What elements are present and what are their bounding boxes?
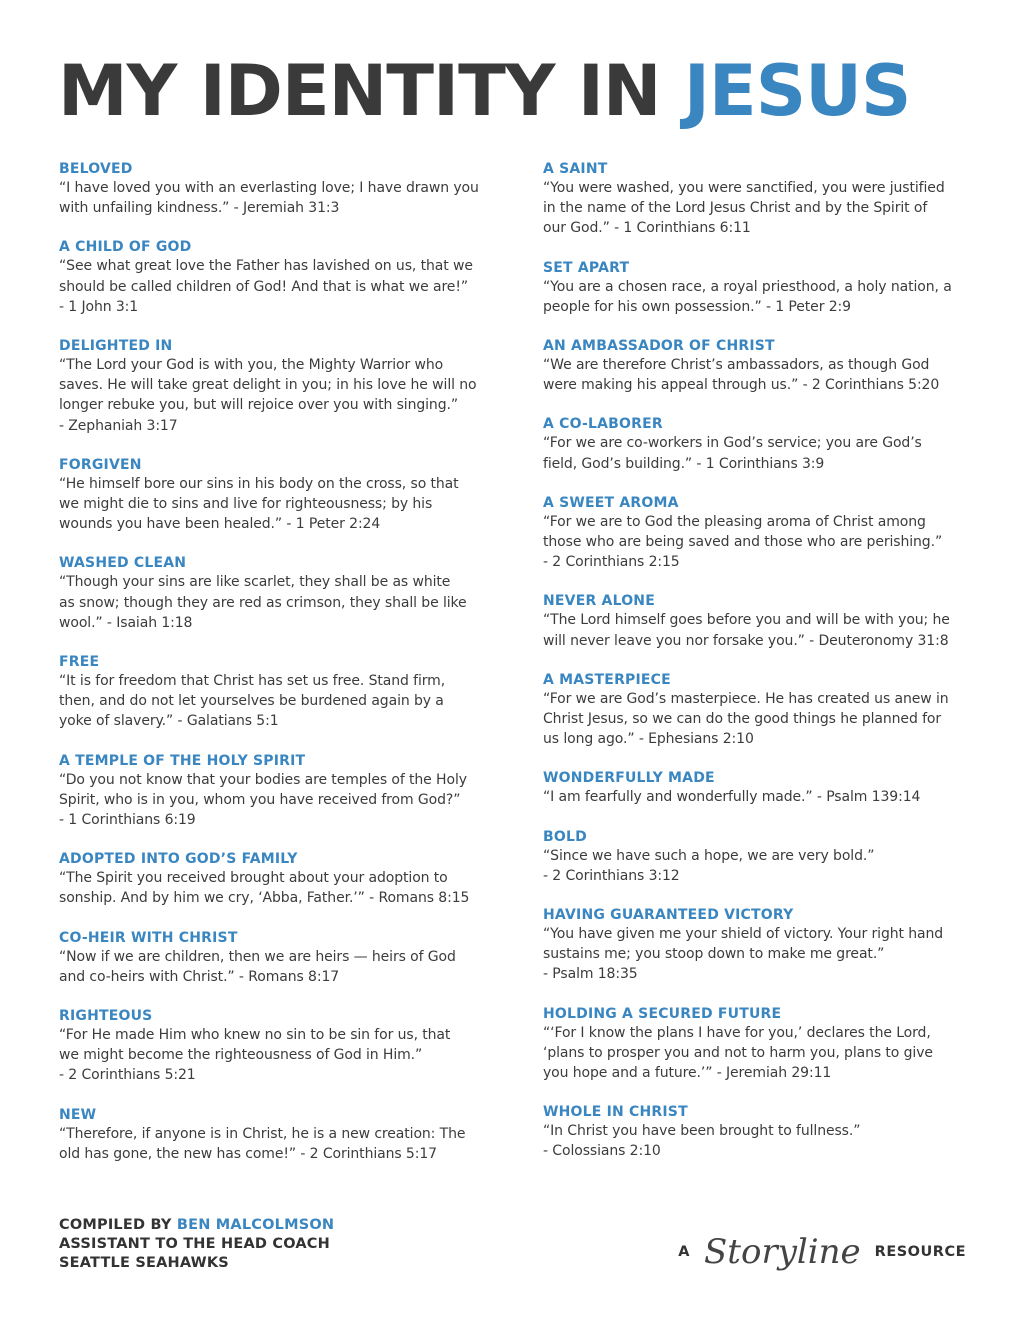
identity-entry: [59, 337, 509, 436]
identity-heading: WASHED CLEAN: [59, 555, 187, 572]
verse-line: “It is for freedom that Christ has set us free. Stand firm,: [59, 673, 446, 690]
identity-entry: [59, 160, 509, 218]
identity-verse: [59, 1025, 509, 1086]
identity-heading: ADOPTED INTO GOD’S FAMILY: [59, 851, 298, 868]
identity-entry: [543, 906, 988, 985]
verse-line: “The Lord your God is with you, the Mighty Warrior who: [59, 357, 444, 374]
identity-verse: [59, 868, 509, 908]
identity-heading: NEW: [59, 1106, 97, 1123]
verse-line: “See what great love the Father has lavished on us, that we: [59, 258, 473, 275]
verse-line: Spirit, who is in you, whom you have received from God?”: [59, 791, 461, 808]
verse-line: “Since we have such a hope, we are very bold.”: [543, 847, 875, 864]
left-column: [59, 160, 509, 1184]
compiler-name: BEN MALCOLMSON: [176, 1217, 335, 1233]
identity-entry: [543, 160, 988, 239]
page-title: [58, 48, 910, 134]
identity-heading: WHOLE IN CHRIST: [543, 1104, 688, 1121]
verse-line: sonship. And by him we cry, ‘Abba, Father.’” - Romans 8:15: [59, 890, 470, 907]
identity-verse: [543, 433, 988, 473]
identity-heading: A CHILD OF GOD: [59, 239, 192, 256]
identity-verse: [543, 1023, 988, 1084]
verse-line: “You were washed, you were sanctified, you were justified: [543, 180, 945, 196]
verse-line: yoke of slavery.” - Galatians 5:1: [59, 713, 279, 730]
identity-entry: [543, 1103, 988, 1161]
identity-verse: [59, 671, 509, 732]
verse-line: us long ago.” - Ephesians 2:10: [543, 731, 754, 748]
verse-line: “For we are co-workers in God’s service; you are God’s: [543, 435, 922, 452]
verse-line: “Therefore, if anyone is in Christ, he is a new creation: The: [59, 1125, 466, 1142]
verse-line: “You are a chosen race, a royal priesthood, a holy nation, a: [543, 278, 952, 295]
right-column: [543, 160, 988, 1182]
verse-line: longer rebuke you, but will rejoice over you with singing.”: [59, 397, 458, 414]
verse-line: were making his appeal through us.” - 2 Corinthians 5:20: [543, 377, 940, 394]
identity-heading: HAVING GUARANTEED VICTORY: [543, 907, 794, 924]
verse-line: should be called children of God! And that is what we are!”: [59, 278, 468, 295]
identity-heading: FREE: [59, 654, 100, 671]
storyline-logo: Storyline: [704, 1232, 861, 1272]
verse-line: “For He made Him who knew no sin to be sin for us, that: [59, 1027, 451, 1044]
identity-verse: [543, 689, 988, 750]
verse-line: “Though your sins are like scarlet, they shall be as white: [59, 574, 451, 591]
verse-line: then, and do not let yourselves be burdened again by a: [59, 693, 444, 710]
identity-entry: [543, 828, 988, 886]
identity-heading: SET APART: [543, 259, 630, 276]
identity-verse: [543, 355, 988, 395]
identity-verse: [543, 1121, 988, 1161]
verse-line: field, God’s building.” - 1 Corinthians 3:9: [543, 455, 825, 472]
identity-heading: A SAINT: [543, 161, 608, 177]
identity-entry: [543, 671, 988, 750]
identity-entry: [59, 456, 509, 535]
identity-entry: [59, 1007, 509, 1086]
identity-entry: [543, 592, 988, 650]
compiled-by-line: [59, 1216, 334, 1235]
identity-entry: [543, 494, 988, 573]
identity-verse: [543, 512, 988, 573]
identity-entry: [59, 929, 509, 987]
identity-heading: BELOVED: [59, 161, 133, 177]
verse-line: saves. He will take great delight in you; in his love he will no: [59, 377, 477, 394]
verse-line: “The Lord himself goes before you and will be with you; he: [543, 612, 950, 629]
identity-heading: A CO-LABORER: [543, 416, 663, 433]
verse-line: those who are being saved and those who are perishing.”: [543, 534, 943, 551]
identity-heading: AN AMBASSADOR OF CHRIST: [543, 338, 775, 355]
identity-entry: [543, 259, 988, 317]
identity-verse: [543, 924, 988, 985]
identity-entry: [59, 850, 509, 908]
verse-line: “We are therefore Christ’s ambassadors, as though God: [543, 357, 930, 374]
identity-verse: [59, 572, 509, 633]
identity-heading: NEVER ALONE: [543, 593, 655, 610]
verse-line: “Do you not know that your bodies are temples of the Holy: [59, 771, 467, 788]
verse-line: ‘plans to prosper you and not to harm you, plans to give: [543, 1044, 933, 1061]
identity-heading: A SWEET AROMA: [543, 494, 679, 511]
verse-line: “He himself bore our sins in his body on the cross, so that: [59, 475, 459, 492]
identity-entry: [543, 769, 988, 807]
identity-verse: [543, 277, 988, 317]
verse-line: “For we are God’s masterpiece. He has created us anew in: [543, 690, 949, 707]
verse-line: and co-heirs with Christ.” - Romans 8:17: [59, 968, 340, 985]
verse-line: “I have loved you with an everlasting love; I have drawn you: [59, 180, 479, 196]
identity-heading: HOLDING A SECURED FUTURE: [543, 1005, 782, 1022]
compiler-role: ASSISTANT TO THE HEAD COACH: [59, 1236, 330, 1252]
verse-line: “I am fearfully and wonderfully made.” - Psalm 139:14: [543, 789, 921, 806]
resource-prefix: A: [678, 1244, 691, 1260]
title-accent: JESUS: [683, 50, 911, 132]
verse-line: - 2 Corinthians 3:12: [543, 867, 680, 884]
identity-verse: [59, 947, 509, 987]
verse-line: old has gone, the new has come!” - 2 Corinthians 5:17: [59, 1145, 437, 1162]
verse-line: “You have given me your shield of victory. Your right hand: [543, 926, 944, 943]
verse-line: Christ Jesus, so we can do the good things he planned for: [543, 711, 942, 728]
verse-line: as snow; though they are red as crimson, they shall be like: [59, 594, 467, 611]
identity-entry: [543, 337, 988, 395]
verse-line: people for his own possession.” - 1 Peter 2:9: [543, 298, 851, 315]
verse-line: “For we are to God the pleasing aroma of Christ among: [543, 513, 926, 530]
identity-entry: [543, 1005, 988, 1084]
verse-line: we might become the righteousness of God in Him.”: [59, 1047, 423, 1064]
verse-line: - 1 Corinthians 6:19: [59, 812, 196, 829]
verse-line: “Now if we are children, then we are heirs — heirs of God: [59, 948, 456, 965]
identity-entry: [59, 752, 509, 831]
identity-verse: [543, 178, 988, 239]
title-main: MY IDENTITY IN: [58, 50, 684, 132]
verse-line: will never leave you nor forsake you.” - Deuteronomy 31:8: [543, 632, 949, 649]
verse-line: “‘For I know the plans I have for you,’ declares the Lord,: [543, 1024, 931, 1041]
identity-entry: [59, 238, 509, 317]
identity-verse: [59, 474, 509, 535]
verse-line: wounds you have been healed.” - 1 Peter 2:24: [59, 516, 381, 533]
verse-line: - Zephaniah 3:17: [59, 417, 178, 434]
storyline-resource-credit: [678, 1232, 966, 1272]
identity-verse: [59, 770, 509, 831]
verse-line: “The Spirit you received brought about your adoption to: [59, 870, 448, 887]
identity-verse: [59, 178, 509, 218]
identity-verse: [543, 846, 988, 886]
verse-line: our God.” - 1 Corinthians 6:11: [543, 220, 751, 237]
identity-verse: [543, 610, 988, 650]
verse-line: you hope and a future.’” - Jeremiah 29:11: [543, 1065, 832, 1082]
compiler-team: SEATTLE SEAHAWKS: [59, 1255, 229, 1271]
verse-line: we might die to sins and live for righteousness; by his: [59, 496, 433, 513]
verse-line: - Psalm 18:35: [543, 966, 638, 983]
verse-line: “In Christ you have been brought to fullness.”: [543, 1123, 861, 1140]
resource-suffix: RESOURCE: [874, 1244, 966, 1260]
identity-verse: [59, 256, 509, 317]
identity-verse: [543, 787, 988, 807]
identity-heading: A MASTERPIECE: [543, 671, 671, 688]
identity-heading: FORGIVEN: [59, 456, 142, 473]
verse-line: in the name of the Lord Jesus Christ and by the Spirit of: [543, 200, 928, 217]
identity-entry: [59, 554, 509, 633]
identity-verse: [59, 355, 509, 436]
verse-line: with unfailing kindness.” - Jeremiah 31:3: [59, 200, 340, 217]
verse-line: - Colossians 2:10: [543, 1143, 661, 1160]
identity-verse: [59, 1124, 509, 1164]
verse-line: wool.” - Isaiah 1:18: [59, 614, 193, 631]
compiled-by-block: [59, 1216, 334, 1273]
identity-entry: [59, 653, 509, 732]
verse-line: - 2 Corinthians 2:15: [543, 554, 680, 571]
compiled-by-label: COMPILED BY: [59, 1217, 177, 1233]
verse-line: sustains me; you stoop down to make me great.”: [543, 946, 885, 963]
identity-heading: CO-HEIR WITH CHRIST: [59, 929, 238, 946]
identity-heading: BOLD: [543, 828, 587, 845]
identity-heading: RIGHTEOUS: [59, 1008, 153, 1025]
identity-heading: A TEMPLE OF THE HOLY SPIRIT: [59, 752, 306, 769]
identity-heading: DELIGHTED IN: [59, 338, 173, 355]
identity-entry: [59, 1106, 509, 1164]
identity-entry: [543, 415, 988, 473]
verse-line: - 1 John 3:1: [59, 298, 139, 315]
identity-heading: WONDERFULLY MADE: [543, 770, 715, 787]
verse-line: - 2 Corinthians 5:21: [59, 1067, 196, 1084]
